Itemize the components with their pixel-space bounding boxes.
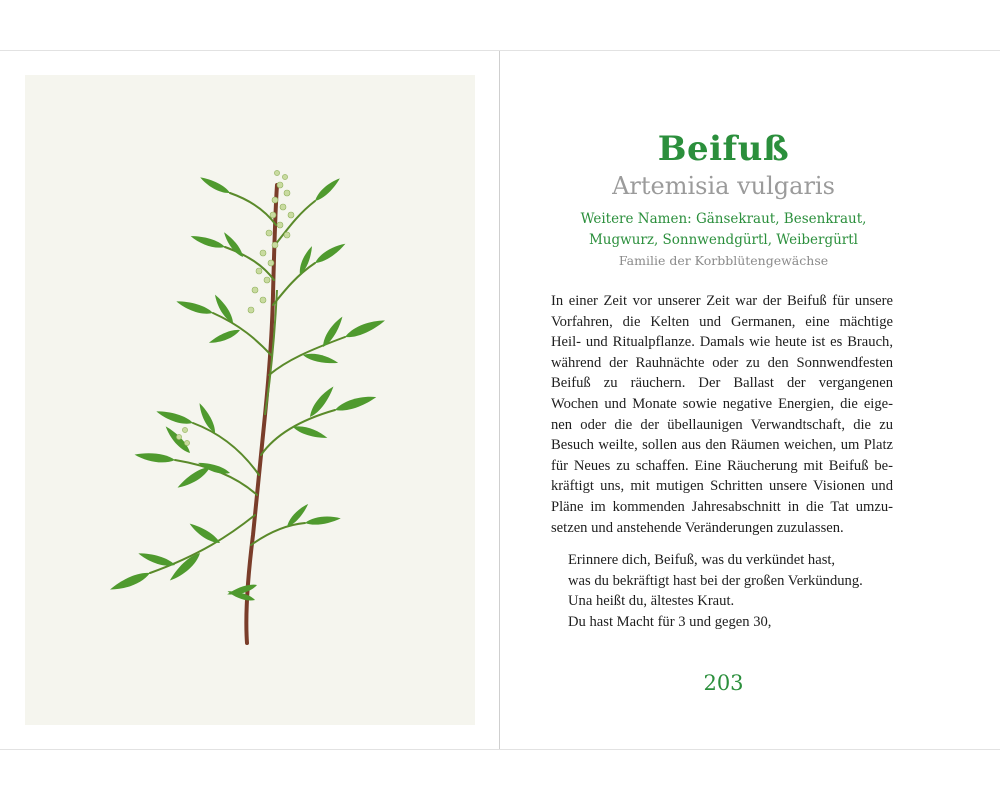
body-line: Besuch weilte, sollen aus den Räumen weichen, um Platz — [551, 437, 893, 454]
other-names-line: Weitere Namen: Gänsekraut, Besenkraut, — [580, 211, 867, 227]
body-line: Heil- und Ritualpflanze. Damals wie heute ist es Brauch, — [551, 334, 893, 351]
verse-line: Erinnere dich, Beifuß, was du verkündet hast, — [568, 552, 836, 568]
verse-line: was du bekräftigt hast bei der großen Verkündung. — [568, 572, 863, 589]
verse-line: Du hast Macht für 3 und gegen 30, — [568, 613, 772, 630]
body-line: nen oder die der übellaunigen Verwandtschaft, die zu — [551, 416, 893, 433]
plant-title: Beifuß — [657, 129, 790, 169]
body-line: In einer Zeit vor unserer Zeit war der Beifuß für unsere — [551, 293, 893, 309]
body-paragraph — [551, 291, 893, 538]
body-line: während der Rauhnächte oder zu den Sonnwendfesten — [551, 354, 893, 371]
other-names-line: Mugwurz, Sonnwendgürtl, Weibergürtl — [588, 232, 859, 248]
page-number: 203 — [703, 671, 744, 695]
verse — [568, 550, 908, 632]
mugwort-illustration-icon — [25, 75, 475, 725]
body-line: Vorfahren, die Kelten und Germanen, eine mächtige — [551, 313, 893, 330]
right-page — [500, 51, 999, 749]
body-line: kräftigt uns, mit mutigen Schritten unsere Visionen und — [551, 478, 893, 495]
latin-name: Artemisia vulgaris — [612, 172, 835, 200]
body-line: Wochen und Monate sowie negative Energien, die eige- — [551, 395, 893, 412]
body-line: Beifuß zu räuchern. Der Ballast der vergangenen — [551, 375, 893, 392]
book-spread — [0, 50, 1000, 750]
other-names — [500, 209, 947, 251]
plant-family: Familie der Korbblütengewächse — [618, 253, 829, 268]
body-line: setzen und anstehende Veränderungen zuzulassen. — [551, 519, 844, 536]
left-page — [0, 51, 500, 749]
body-line: Pläne im kommenden Jahresabschnitt in die Tat umzu- — [551, 498, 893, 515]
body-line: für Neues zu schaffen. Eine Räucherung mit Beifuß be- — [551, 457, 893, 474]
plant-illustration — [25, 75, 475, 725]
verse-line: Una heißt du, ältestes Kraut. — [568, 593, 735, 610]
